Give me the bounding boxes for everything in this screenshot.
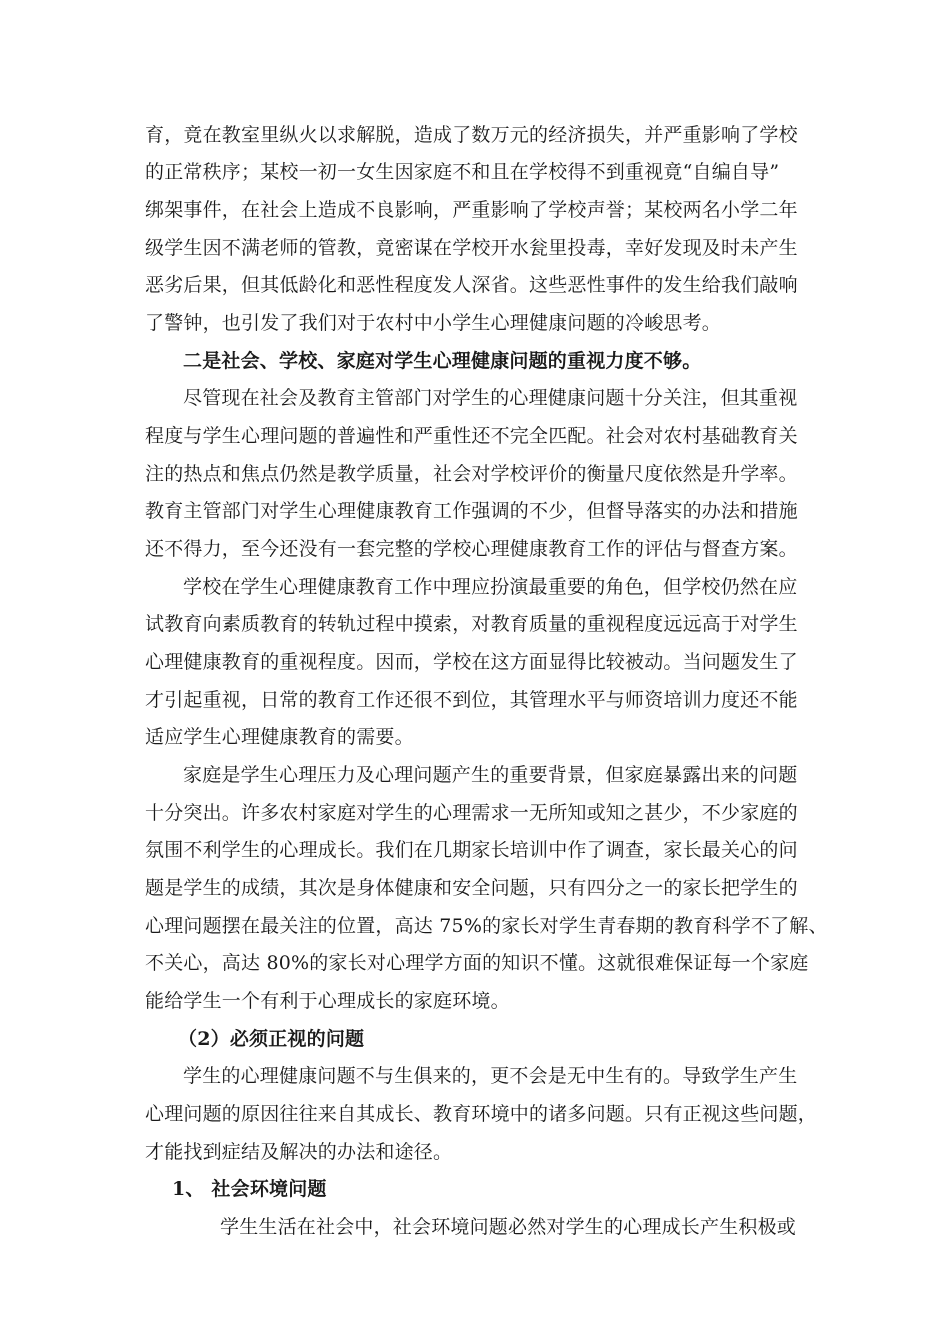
body-text-line: 心理健康教育的重视程度。因而，学校在这方面显得比较被动。当问题发生了 (145, 651, 798, 673)
body-text-line: 注的热点和焦点仍然是教学质量，社会对学校评价的衡量尺度依然是升学率。 (145, 463, 798, 485)
paragraph-first-line: 学生的心理健康问题不与生俱来的，更不会是无中生有的。导致学生产生 (183, 1065, 798, 1087)
numbered-heading: 1、 社会环境问题 (172, 1178, 327, 1200)
body-text-line: 才引起重视，日常的教育工作还很不到位，其管理水平与师资培训力度还不能 (145, 689, 798, 711)
paragraph-first-line: 尽管现在社会及教育主管部门对学生的心理健康问题十分关注，但其重视 (183, 387, 798, 409)
body-text-line: 不关心，高达 80%的家长对心理学方面的知识不懂。这就很难保证每一个家庭 (145, 952, 809, 974)
body-text-line: 试教育向素质教育的转轨过程中摸索，对教育质量的重视程度远远高于对学生 (145, 613, 798, 635)
section-heading: 二是社会、学校、家庭对学生心理健康问题的重视力度不够。 (183, 350, 702, 372)
body-text-line: 题是学生的成绩，其次是身体健康和安全问题，只有四分之一的家长把学生的 (145, 877, 798, 899)
paragraph-first-line: 学校在学生心理健康教育工作中理应扮演最重要的角色，但学校仍然在应 (183, 576, 798, 598)
body-text-line: 十分突出。许多农村家庭对学生的心理需求一无所知或知之甚少，不少家庭的 (145, 802, 798, 824)
body-text-line: 心理问题的原因往往来自其成长、教育环境中的诸多问题。只有正视这些问题， (145, 1103, 818, 1125)
subsection-heading: （2）必须正视的问题 (178, 1028, 365, 1050)
body-text-line: 才能找到症结及解决的办法和途径。 (145, 1141, 453, 1163)
paragraph-first-line: 学生生活在社会中，社会环境问题必然对学生的心理成长产生积极或 (220, 1216, 797, 1238)
body-text-line: 的正常秩序；某校一初一女生因家庭不和且在学校得不到重视竟“自编自导” (145, 161, 780, 183)
body-text-line: 育，竟在教室里纵火以求解脱，造成了数万元的经济损失，并严重影响了学校 (145, 124, 798, 146)
body-text-line: 绑架事件，在社会上造成不良影响，严重影响了学校声誉；某校两名小学二年 (145, 199, 798, 221)
body-text-line: 级学生因不满老师的管教，竟密谋在学校开水瓮里投毒，幸好发现及时未产生 (145, 237, 798, 259)
body-text-line: 能给学生一个有利于心理成长的家庭环境。 (145, 990, 510, 1012)
body-text-line: 恶劣后果，但其低龄化和恶性程度发人深省。这些恶性事件的发生给我们敲响 (145, 274, 798, 296)
body-text-line: 氛围不利学生的心理成长。我们在几期家长培训中作了调查，家长最关心的问 (145, 839, 798, 861)
body-text-line: 教育主管部门对学生心理健康教育工作强调的不少，但督导落实的办法和措施 (145, 500, 798, 522)
body-text-line: 还不得力，至今还没有一套完整的学校心理健康教育工作的评估与督查方案。 (145, 538, 798, 560)
body-text-line: 程度与学生心理问题的普遍性和严重性还不完全匹配。社会对农村基础教育关 (145, 425, 798, 447)
paragraph-first-line: 家庭是学生心理压力及心理问题产生的重要背景，但家庭暴露出来的问题 (183, 764, 798, 786)
body-text-line: 适应学生心理健康教育的需要。 (145, 726, 414, 748)
body-text-line: 了警钟，也引发了我们对于农村中小学生心理健康问题的冷峻思考。 (145, 312, 722, 334)
body-text-line: 心理问题摆在最关注的位置，高达 75%的家长对学生青春期的教育科学不了解、 (145, 915, 828, 937)
